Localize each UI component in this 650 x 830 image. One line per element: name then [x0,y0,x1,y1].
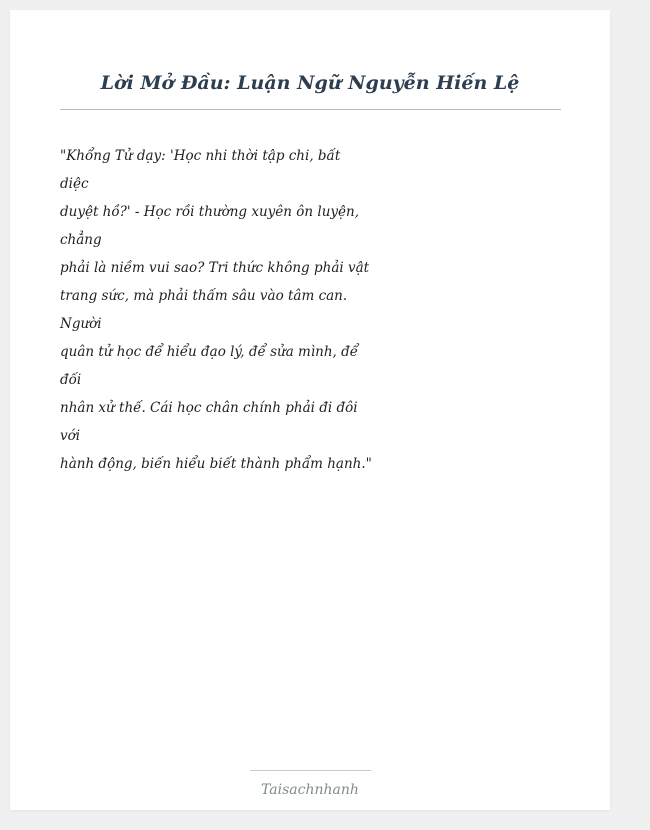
page-title: Lời Mở Đầu: Luận Ngữ Nguyễn Hiến Lệ [100,72,520,94]
text-line: phải là niềm vui sao? Tri thức không phải vật [60,260,370,276]
text-line: nhân xử thế. Cái học chân chính phải đi đôi [60,400,358,416]
text-line: duyệt hồ?' - Học rồi thường xuyên ôn luyện, [60,204,359,220]
footer-brand: Taisachnhanh [261,782,359,798]
text-line: đối [60,372,82,388]
text-line: "Khổng Tử dạy: 'Học nhi thời tập chi, bất [60,148,341,164]
text-line: trang sức, mà phải thấm sâu vào tâm can. [60,288,348,304]
quote-paragraph [60,142,372,478]
text-line: Người [60,316,102,332]
text-line: chẳng [60,232,102,248]
text-line: diệc [60,176,89,192]
text-line: với [60,428,81,444]
footer-divider [250,770,371,771]
title-divider [60,109,561,110]
document-page [10,10,610,810]
text-line: hành động, biến hiểu biết thành phẩm hạnh." [60,456,372,472]
text-line: quân tử học để hiểu đạo lý, để sửa mình, để [60,344,359,360]
